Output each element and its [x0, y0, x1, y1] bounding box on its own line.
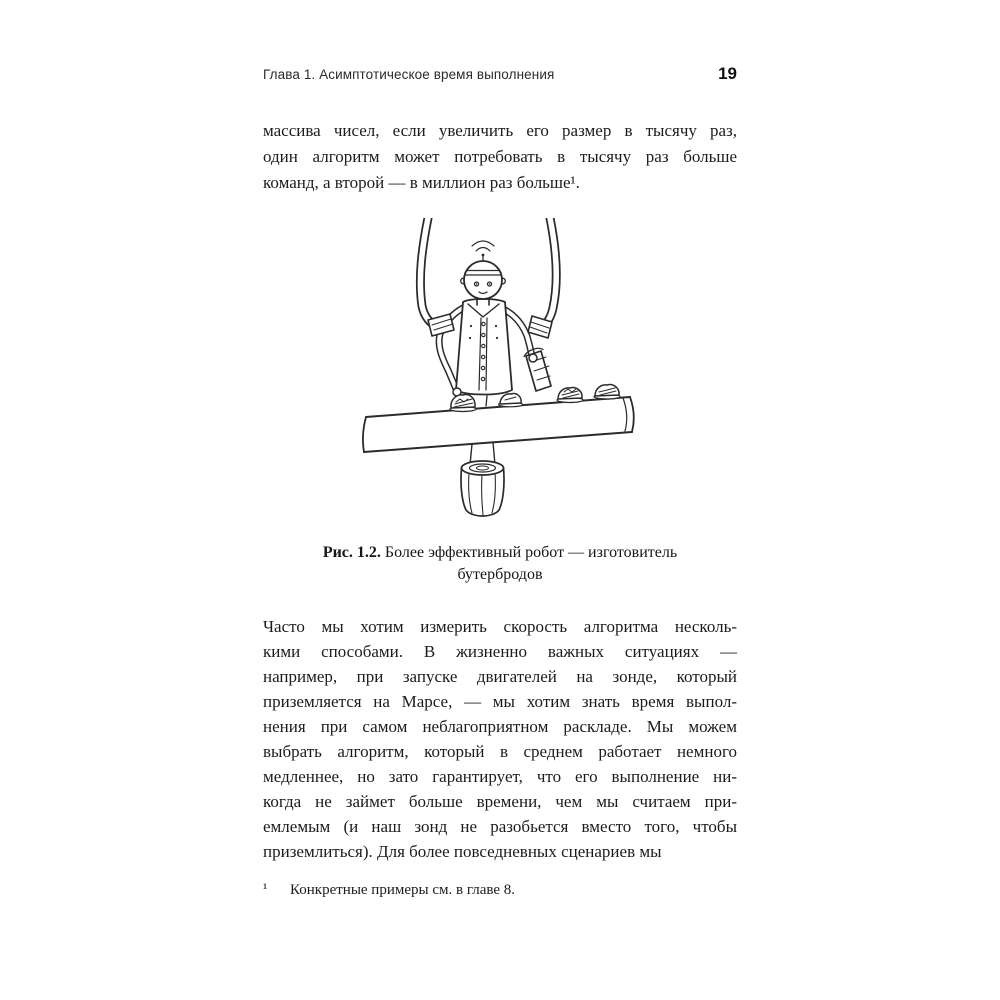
robot-sandwich-maker-illustration: [360, 218, 640, 518]
running-head-chapter: Глава 1. Асимптотическое время выполнения: [263, 67, 555, 82]
figure-caption-line2: бутербродов: [457, 566, 543, 583]
text-line: массива чисел, если увеличить его размер в тысячу раз,: [263, 121, 737, 140]
text-line: приземлиться). Для более повседневных сценариев мы: [263, 842, 662, 861]
paragraph-main: [263, 614, 737, 864]
figure-caption-label: Рис. 1.2.: [322, 544, 381, 561]
text-line: команд, а второй — в миллион раз больше¹.: [263, 173, 580, 192]
footnote-marker: ¹: [263, 882, 268, 897]
text-line: выбрать алгоритм, который в среднем работает немного: [263, 742, 737, 761]
text-line: один алгоритм может потребовать в тысячу раз больше: [263, 147, 737, 166]
footnote-text: Конкретные примеры см. в главе 8.: [290, 882, 515, 898]
text-line: например, при запуске двигателей на зонде, который: [263, 667, 737, 686]
page-number: 19: [718, 64, 737, 83]
text-line: нения при самом неблагоприятном раскладе. Мы можем: [263, 717, 737, 736]
text-line: кими способами. В жизненно важных ситуациях —: [263, 642, 737, 661]
page-content: [263, 64, 737, 900]
running-head: [263, 64, 737, 84]
text-line: медленнее, но зато гарантирует, что его выполнение ни-: [263, 767, 737, 786]
figure-caption: [263, 542, 737, 586]
text-line: емлемым (и наш зонд не разобьется вместо того, чтобы: [263, 817, 737, 836]
text-line: Часто мы хотим измерить скорость алгоритма несколь-: [263, 617, 737, 636]
text-line: приземляется на Марсе, — мы хотим знать время выпол-: [263, 692, 737, 711]
figure-1-2: [360, 218, 640, 518]
footnote: [263, 880, 737, 900]
figure-caption-line1: [263, 542, 737, 564]
text-line: когда не займет больше времени, чем мы считаем при-: [263, 792, 737, 811]
figure-caption-text: Более эффективный робот — изготовитель: [380, 544, 678, 561]
paragraph-intro: [263, 118, 737, 196]
